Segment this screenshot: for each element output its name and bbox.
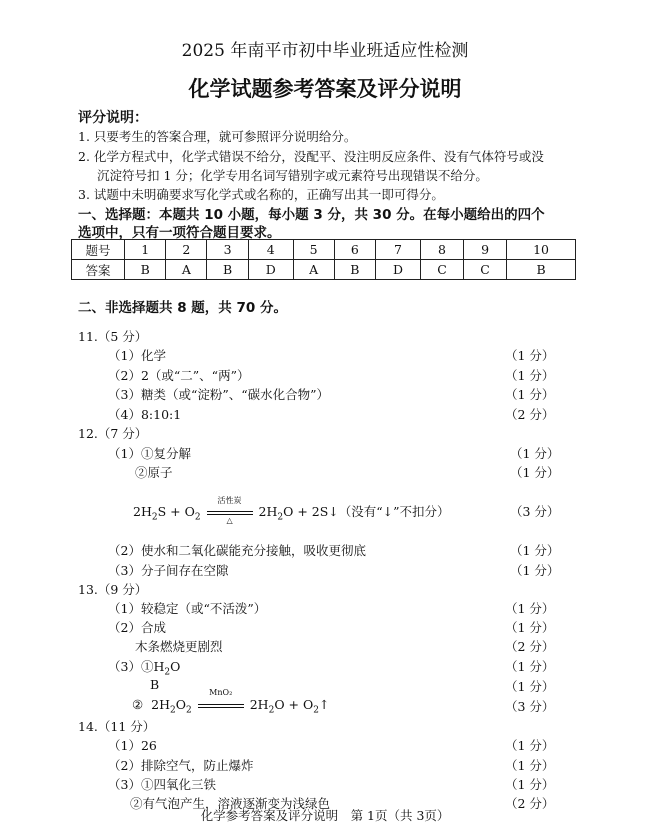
table-cell: A	[293, 260, 334, 280]
section2-heading: 二、非选择题共 8 题，共 70 分。	[78, 300, 287, 316]
table-cell: 8	[420, 240, 463, 260]
table-cell: B	[334, 260, 375, 280]
q12-score3: （1 分）	[510, 543, 560, 558]
q14-score1: （1 分）	[505, 738, 555, 753]
q13-score-eq: （3 分）	[505, 699, 555, 714]
eq-left-b: O	[175, 697, 187, 712]
section1-heading-b: 选项中，只有一项符合题目要求。	[78, 225, 281, 241]
q14-score2: （1 分）	[505, 758, 555, 773]
q13-line3: 木条燃烧更剧烈	[135, 639, 223, 654]
condition-catalyst: MnO₂	[209, 687, 233, 697]
row-label-answer: 答案	[72, 260, 125, 280]
q13-score3: （2 分）	[505, 639, 555, 654]
answer-table	[71, 239, 576, 280]
eq-sub: 2	[277, 512, 284, 523]
table-cell: C	[464, 260, 507, 280]
q12-score1: （1 分）	[510, 446, 560, 461]
scoring-note-3: 3. 试题中未明确要求写化学式或名称的，正确写出其一即可得分。	[78, 187, 444, 202]
q13-equation	[132, 687, 330, 716]
q14-score3: （1 分）	[505, 777, 555, 792]
q12-line4: （3）分子间存在空隙	[108, 563, 229, 578]
page-footer: 化学参考答案及评分说明 第 1页（共 3页）	[200, 808, 450, 823]
eq-left-a: 2H	[133, 504, 152, 519]
q12-line3: （2）使水和二氧化碳能充分接触，吸收更彻底	[108, 543, 366, 558]
q11-line1: （1）化学	[108, 348, 166, 363]
q13-label: 13.（9 分）	[78, 582, 148, 597]
eq-right-b: O + 2S↓（没有“↓”不扣分）	[283, 504, 450, 519]
eq-right-a: 2H	[249, 697, 269, 712]
eq-sub: 2	[268, 705, 275, 716]
reaction-arrow	[196, 687, 246, 713]
document-title: 化学试题参考答案及评分说明	[188, 77, 462, 101]
eq-right-b: O + O	[274, 697, 314, 712]
q11-line3: （3）糖类（或“淀粉”、“碳水化合物”）	[108, 387, 330, 402]
eq-left-a: 2H	[151, 697, 171, 712]
table-cell: A	[166, 260, 207, 280]
section1-heading-a: 一、选择题：本题共 10 小题，每小题 3 分，共 30 分。在每小题给出的四个	[78, 207, 545, 223]
table-cell: C	[420, 260, 463, 280]
q14-label: 14.（11 分）	[78, 719, 156, 734]
q11-line4: （4）8:10:1	[108, 407, 182, 422]
condition-catalyst: 活性炭	[217, 495, 242, 505]
q14-line3: （3）①四氧化三铁	[108, 777, 216, 792]
table-cell: B	[207, 260, 248, 280]
eq-sub: 2	[313, 705, 319, 716]
q11-score1: （1 分）	[505, 348, 555, 363]
eq-right-a: 2H	[258, 504, 278, 519]
q13-score1: （1 分）	[505, 601, 555, 616]
q13-line1: （1）较稳定（或“不活泼”）	[108, 601, 267, 616]
eq-sub: 2	[194, 512, 201, 523]
table-cell: 10	[507, 240, 576, 260]
scoring-note-2b: 沉淀符号扣 1 分；化学专用名词写错别字或元素符号出现错误不给分。	[97, 168, 488, 183]
q13-score5: （1 分）	[505, 679, 555, 694]
q12-equation	[133, 495, 450, 525]
scoring-note-2a: 2. 化学方程式中，化学式错误不给分，没配平、没注明反应条件、没有气体符号或没	[78, 149, 544, 164]
q12-line1: （1）①复分解	[108, 446, 191, 461]
q13-line4-b: O	[170, 659, 181, 674]
table-cell: 9	[464, 240, 507, 260]
q14-line2: （2）排除空气，防止爆炸	[108, 758, 254, 773]
table-cell: D	[376, 260, 421, 280]
table-cell: B	[507, 260, 576, 280]
scoring-note-1: 1. 只要考生的答案合理，就可参照评分说明给分。	[78, 129, 357, 144]
eq-right-c: ↑	[318, 697, 330, 712]
exam-title: 2025 年南平市初中毕业班适应性检测	[181, 41, 469, 61]
table-row-answers	[72, 260, 576, 280]
q12-score-eq: （3 分）	[510, 504, 560, 519]
table-cell: 5	[293, 240, 334, 260]
scoring-notes-heading: 评分说明：	[78, 110, 148, 126]
table-cell: 2	[166, 240, 207, 260]
q14-line4: ②有气泡产生，溶液逐渐变为浅绿色	[130, 796, 331, 811]
reaction-arrow	[205, 495, 255, 525]
q11-score4: （2 分）	[505, 407, 555, 422]
q12-score4: （1 分）	[510, 563, 560, 578]
q13-line4	[108, 657, 180, 678]
table-cell: B	[125, 260, 166, 280]
table-cell: 1	[125, 240, 166, 260]
q14-score4: （2 分）	[505, 796, 555, 811]
eq-left-b: S + O	[157, 504, 195, 519]
q13-score2: （1 分）	[505, 620, 555, 635]
q14-line1: （1）26	[108, 738, 157, 753]
eq-sub: 2	[170, 705, 176, 716]
eq-sub: 2	[151, 512, 158, 523]
q13-line2: （2）合成	[108, 620, 166, 635]
q13-score4: （1 分）	[505, 659, 555, 674]
q12-score2: （1 分）	[510, 465, 560, 480]
eq-sub: 2	[164, 667, 171, 678]
eq-prefix: ②	[132, 697, 144, 712]
q11-score2: （1 分）	[505, 368, 555, 383]
q11-line2: （2）2（或“二”、“两”）	[108, 368, 250, 383]
q11-label: 11.（5 分）	[78, 329, 148, 344]
condition-heat: △	[226, 515, 233, 525]
table-row-numbers	[72, 240, 576, 260]
row-label-number: 题号	[72, 240, 125, 260]
eq-sub: 2	[186, 705, 192, 716]
q12-label: 12.（7 分）	[78, 426, 148, 441]
table-cell: 3	[207, 240, 248, 260]
q11-score3: （1 分）	[505, 387, 555, 402]
table-cell: 6	[334, 240, 375, 260]
q13-line4-a: （3）①H	[108, 659, 165, 674]
q13-line5: B	[150, 677, 160, 692]
table-cell: D	[248, 260, 293, 280]
table-cell: 4	[248, 240, 293, 260]
q12-line2: ②原子	[135, 465, 173, 480]
table-cell: 7	[376, 240, 421, 260]
